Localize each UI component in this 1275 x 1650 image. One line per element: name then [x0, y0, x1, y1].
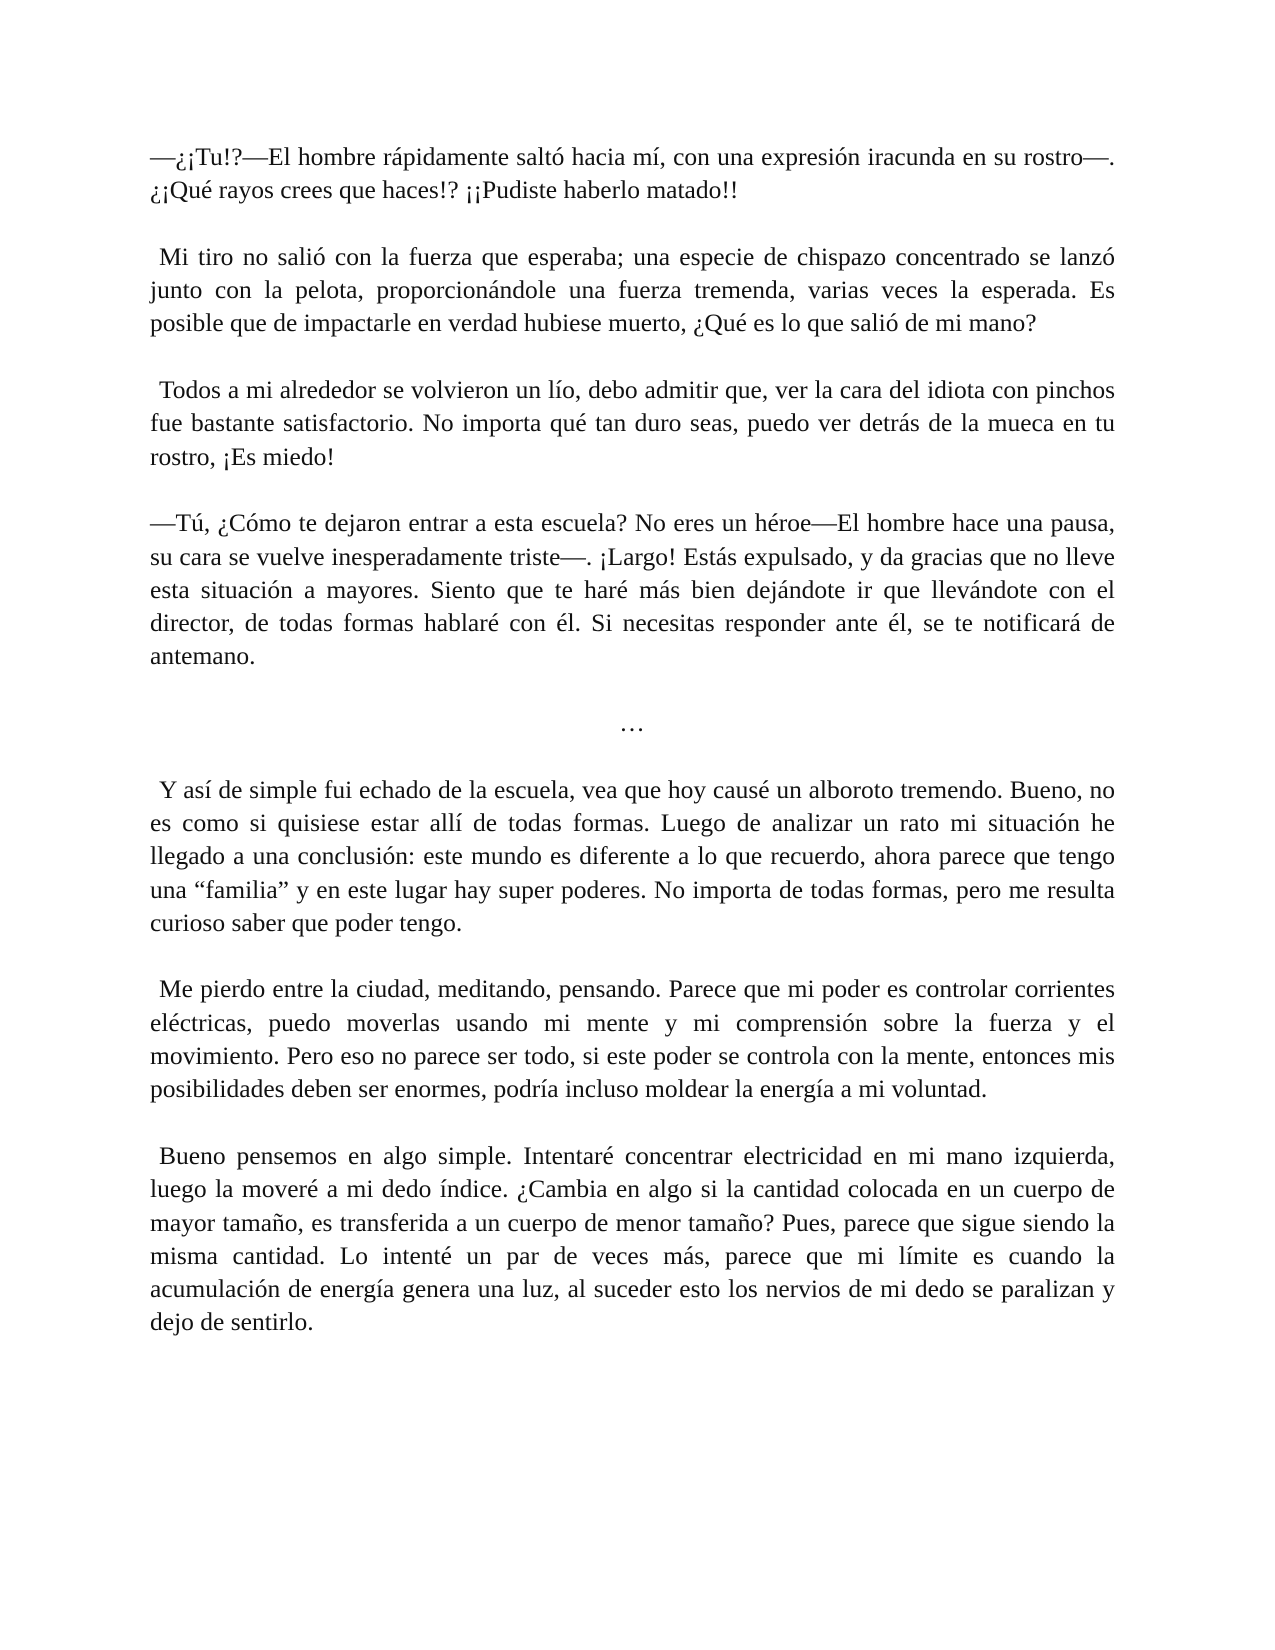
document-page [150, 140, 1115, 1372]
paragraph-4: —Tú, ¿Cómo te dejaron entrar a esta escuela? No eres un héroe—El hombre hace una pausa, su cara se vuelve inesperadamente triste—. ¡Largo! Estás expulsado, y da gracias que no lleve esta situación a mayores. Siento que te haré más bien dejándote ir que llevándote con el director, de todas formas hablaré con él. Si necesitas responder ante él, se te notificará de antemano. [150, 508, 1115, 671]
paragraph-6: Me pierdo entre la ciudad, meditando, pensando. Parece que mi poder es controlar corrientes eléctricas, puedo moverlas usando mi mente y mi comprensión sobre la fuerza y el movimiento. Pero eso no parece ser todo, si este poder se controla con la mente, entonces mis posibilidades deben ser enormes, podría incluso moldear la energía a mi voluntad. [150, 974, 1115, 1104]
paragraph-3: Todos a mi alrededor se volvieron un lío, debo admitir que, ver la cara del idiota con pinchos fue bastante satisfactorio. No importa qué tan duro seas, puedo ver detrás de la mueca en tu rostro, ¡Es miedo! [150, 375, 1115, 471]
paragraph-2: Mi tiro no salió con la fuerza que esperaba; una especie de chispazo concentrado se lanzó junto con la pelota, proporcionándole una fuerza tremenda, varias veces la esperada. Es posible que de impactarle en verdad hubiese muerto, ¿Qué es lo que salió de mi mano? [150, 241, 1115, 338]
paragraph-1: —¿¡Tu!?—El hombre rápidamente saltó hacia mí, con una expresión iracunda en su rostro—. ¿¡Qué rayos crees que haces!? ¡¡Pudiste haberlo matado!! [150, 142, 1115, 205]
paragraph-7: Bueno pensemos en algo simple. Intentaré concentrar electricidad en mi mano izquierda, luego la moveré a mi dedo índice. ¿Cambia en algo si la cantidad colocada en un cuerpo de mayor tamaño, es transferida a un cuerpo de menor tamaño? Pues, parece que sigue siendo la misma cantidad. Lo intenté un par de veces más, parece que mi límite es cuando la acumulación de energía genera una luz, al suceder esto los nervios de mi dedo se paralizan y dejo de sentirlo. [150, 1140, 1115, 1337]
paragraph-5: Y así de simple fui echado de la escuela, vea que hoy causé un alboroto tremendo. Bueno, no es como si quisiese estar allí de todas formas. Luego de analizar un rato mi situación he llegado a una conclusión: este mundo es diferente a lo que recuerdo, ahora parece que tengo una “familia” y en este lugar hay super poderes. No importa de todas formas, pero me resulta curioso saber que poder tengo. [150, 774, 1115, 937]
section-separator: … [619, 708, 646, 738]
